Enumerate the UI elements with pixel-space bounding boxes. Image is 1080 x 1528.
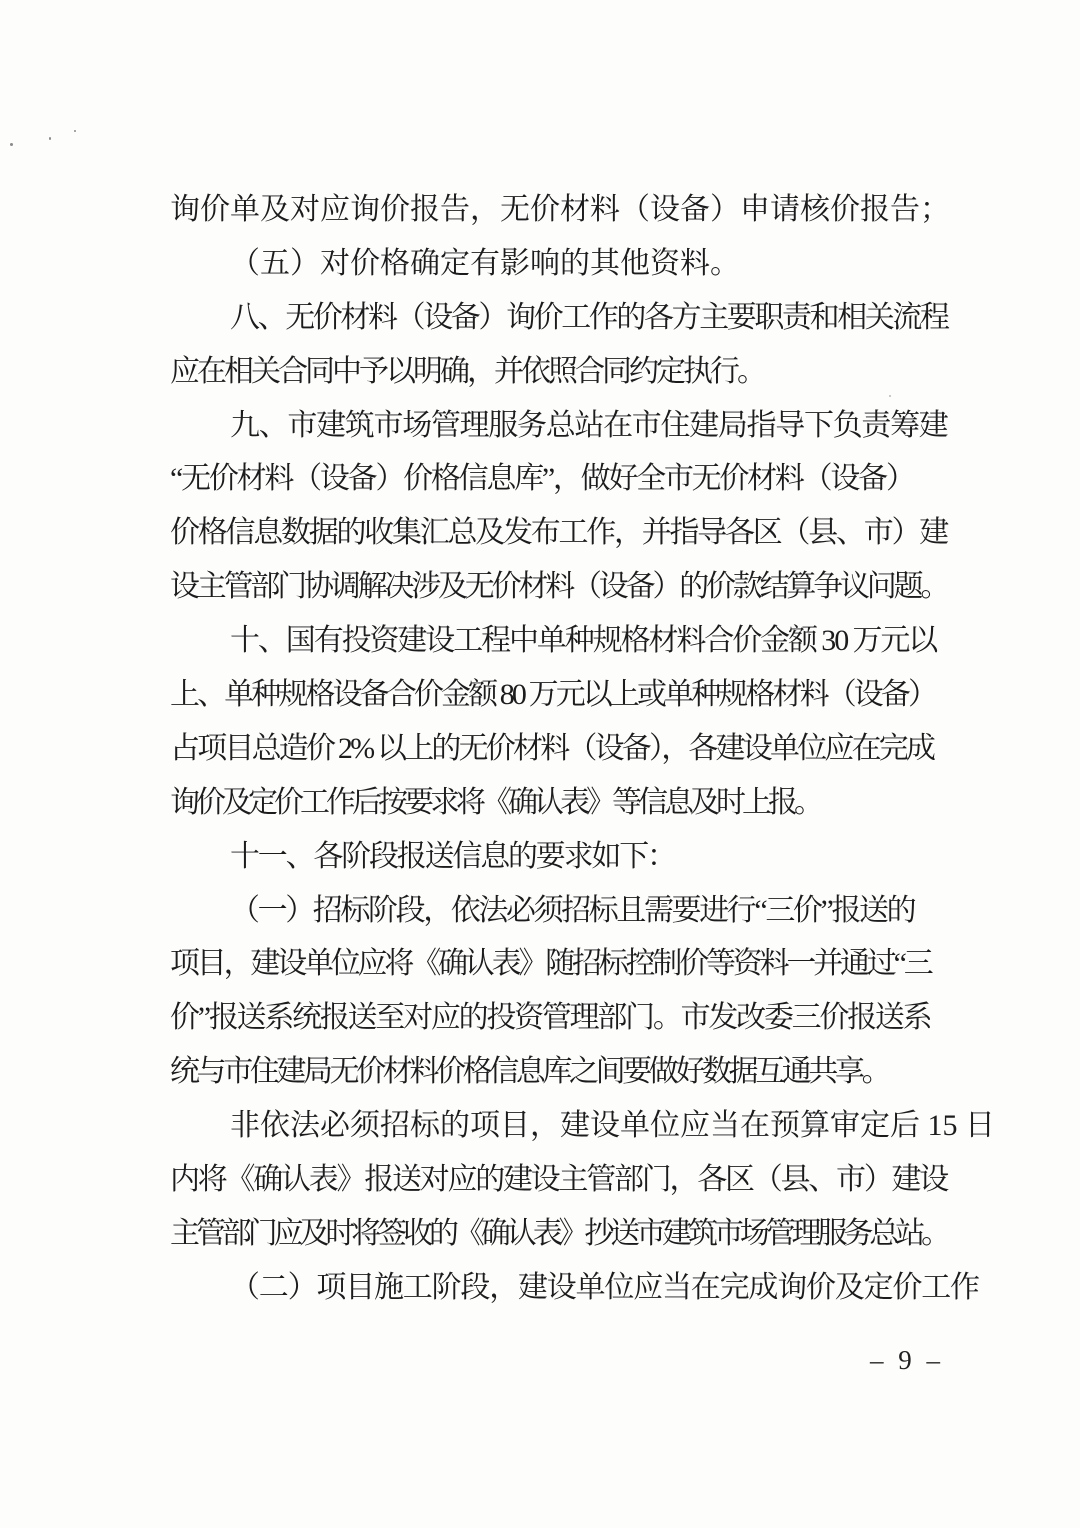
text-line: 统与市住建局无价材料价格信息库之间要做好数据互通共享。 [170,1055,889,1089]
text-line: 价格信息数据的收集汇总及发布工作，并指导各区（县、市）建 [170,516,947,550]
page-number: – 9 – [870,1345,944,1375]
text-line: 询价单及对应询价报告，无价材料（设备）申请核价报告； [170,193,950,226]
text-line: 九、市建筑市场管理服务总站在市住建局指导下负责筹建 [230,408,948,442]
text-line: （二）项目施工阶段，建设单位应当在完成询价及定价工作 [230,1270,979,1304]
text-line: 十一、各阶段报送信息的要求如下： [230,839,675,873]
scan-speck [74,130,76,132]
text-line: 项目，建设单位应将《确认表》随招标控制价等资料一并通过“三 [170,947,931,981]
text-line: 内将《确认表》报送对应的建设主管部门，各区（县、市）建设 [170,1163,947,1197]
text-line: 十、国有投资建设工程中单种规格材料合价金额 30 万元以 [230,624,937,658]
text-line: 询价及定价工作后按要求将《确认表》等信息及时上报。 [170,785,820,819]
text-line: （五）对价格确定有影响的其他资料。 [230,246,740,280]
text-line: 应在相关合同中予以明确，并依照合同约定执行。 [170,354,764,388]
text-line: 价”报送系统报送至对应的投资管理部门。市发改委三价报送系 [170,1001,931,1035]
document-body [170,183,995,1315]
text-line: “无价材料（设备）价格信息库”，做好全市无价材料（设备） [170,462,914,496]
text-line: 上、单种规格设备合价金额 80 万元以上或单种规格材料（设备） [170,678,936,712]
text-line: 八、无价材料（设备）询价工作的各方主要职责和相关流程 [230,300,948,334]
text-line: 非依法必须招标的项目，建设单位应当在预算审定后 15 日 [230,1109,995,1143]
text-line: （一）招标阶段，依法必须招标且需要进行“三价”报送的 [230,893,915,927]
text-line: 设主管部门协调解决涉及无价材料（设备）的价款结算争议问题。 [170,570,948,604]
scan-speck [10,143,13,146]
text-line: 主管部门应及时将签收的《确认表》抄送市建筑市场管理服务总站。 [170,1216,947,1250]
scan-speck [49,137,51,140]
text-line: 占项目总造价 2% 以上的无价材料（设备），各建设单位应在完成 [170,731,934,765]
